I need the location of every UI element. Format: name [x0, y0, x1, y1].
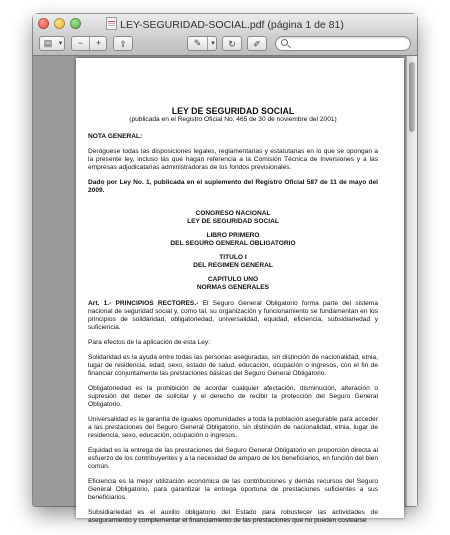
- annotate-button[interactable]: [187, 36, 217, 51]
- zoom-in-icon: +: [95, 38, 102, 48]
- markup-toolbar-button[interactable]: [247, 36, 267, 51]
- paragraph-obligatoriedad: Obligatoriedad es la prohibición de acordar cualquier afectación, disminución, alteración o supresión del deber de solicitar y el derecho de recibir la protección del Seguro General Obligatorio.: [88, 385, 378, 408]
- document-subtitle: (publicada en el Registro Oficial No. 465 de 30 de noviembre del 2001): [129, 116, 337, 123]
- search-icon: [281, 39, 288, 46]
- share-icon: ⇪: [119, 39, 127, 49]
- article-1: [88, 300, 378, 332]
- sidebar-icon: ▤: [43, 38, 53, 48]
- heading-normas: NORMAS GENERALES: [196, 284, 270, 291]
- heading-seguro: DEL SEGURO GENERAL OBLIGATORIO: [170, 240, 296, 247]
- share-button[interactable]: [113, 36, 133, 51]
- paragraph-equidad: Equidad es la entrega de las prestaciones del Seguro General Obligatorio en proporción directa al esfuerzo de los contribuyentes y a la necesidad de amparo de los beneficiarios, en función del bien común.: [88, 447, 378, 470]
- scrollbar-thumb[interactable]: [409, 62, 415, 132]
- paragraph-universalidad: Universalidad es la garantía de iguales oportunidades a toda la población asegurable para acceder a las prestaciones del Seguro General Obligatorio, sin distinción de nacionalidad, etnia, lugar de residencia, sexo, educación, ocupación o ingresos.: [88, 416, 378, 439]
- article-1-label: Art. 1.- PRINCIPIOS RECTORES.-: [88, 300, 199, 307]
- markup-icon: ✐: [253, 39, 261, 49]
- toolbar: [33, 33, 417, 56]
- pen-icon: ✎: [193, 38, 202, 48]
- paragraph-solidaridad: Solidaridad es la ayuda entre todas las personas aseguradas, sin distinción de nacionalidad, etnia, lugar de residencia, edad, sexo, estado de salud, educación, ocupación o ingresos, con el fin de financiar conjuntamente las prestaciones básicas del Seguro General Obligatorio.: [88, 354, 378, 377]
- pdf-page[interactable]: [76, 58, 404, 524]
- zoom-out-button[interactable]: [72, 37, 89, 50]
- chevron-down-icon: ▾: [207, 37, 218, 50]
- heading-regimen: DEL REGIMEN GENERAL: [193, 262, 273, 269]
- sidebar-view-button[interactable]: [39, 36, 65, 51]
- document-viewer[interactable]: [33, 56, 417, 524]
- rotate-button[interactable]: [222, 36, 242, 51]
- nota-text: Deróguese todas las disposiciones legales, reglamentarias y estatutarias en lo que se opongan a la presente ley, incluso las que hagan referencia a la Comisión Técnica de Inversiones y a las empresas adjudicatarias administradoras de los fondos previsionales.: [88, 148, 378, 171]
- heading-ley: LEY DE SEGURIDAD SOCIAL: [187, 218, 279, 225]
- preview-window: [33, 14, 417, 524]
- rotate-icon: ↻: [228, 39, 236, 49]
- heading-congreso: CONGRESO NACIONAL: [195, 210, 271, 217]
- paragraph-subsidiariedad: Subsidiariedad es el auxilio obligatorio del Estado para robustecer las actividades de aseguramiento y complementar el financiamiento de las prestaciones que no pueden costearse: [88, 509, 378, 524]
- pdf-document-icon[interactable]: [106, 17, 117, 30]
- nota-heading: NOTA GENERAL:: [88, 133, 143, 140]
- dado-text: Dado por Ley No. 1, publicada en el suplemento del Registro Oficial 587 de 11 de mayo del 2009.: [88, 179, 378, 194]
- page-content: [88, 70, 378, 532]
- zoom-group: [71, 36, 107, 51]
- chevron-down-icon: ▾: [58, 40, 63, 47]
- vertical-scrollbar[interactable]: [406, 56, 417, 506]
- document-title: LEY DE SEGURIDAD SOCIAL: [171, 106, 295, 116]
- heading-libro: LIBRO PRIMERO: [206, 232, 260, 239]
- paragraph-eficiencia: Eficiencia es la mejor utilización económica de las contribuciones y demás recursos del Seguro General Obligatorio, para garantizar la entrega oportuna de prestaciones suficientes a sus beneficiarios.: [88, 478, 378, 501]
- heading-capitulo: CAPITULO UNO: [207, 276, 259, 283]
- search-input[interactable]: [275, 36, 411, 51]
- zoom-in-button[interactable]: [89, 37, 107, 50]
- window-title: [33, 17, 417, 31]
- para-efectos: Para efectos de la aplicación de esta Ley:: [88, 339, 211, 346]
- title-bar[interactable]: [33, 14, 417, 33]
- heading-titulo: TITULO I: [219, 254, 247, 261]
- article-1-text: El Seguro General Obligatorio forma parte del sistema nacional de seguridad social y, como tal, su organización y funcionamiento se fundamentan en los principios de solidaridad, obligatoriedad, universalidad, equidad, eficiencia, subsidiariedad y suficiencia.: [88, 300, 378, 331]
- zoom-out-icon: −: [77, 38, 84, 48]
- window-title-text: LEY-SEGURIDAD-SOCIAL.pdf (página 1 de 81): [120, 19, 344, 31]
